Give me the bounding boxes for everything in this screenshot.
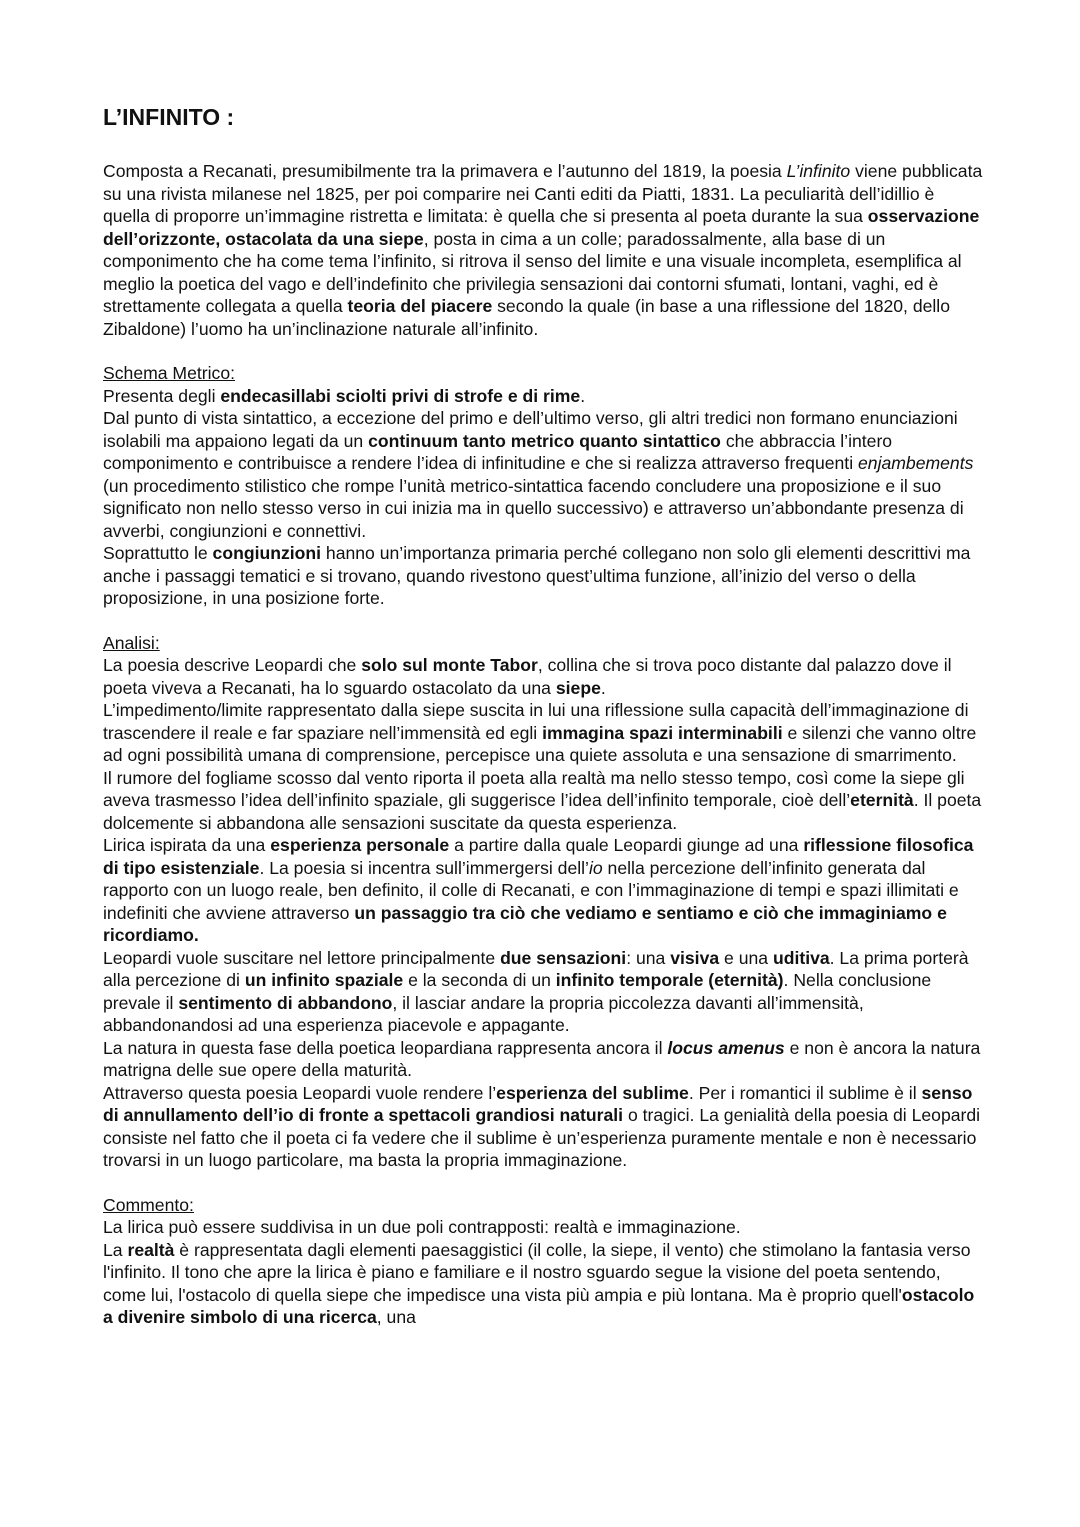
poem-title-italic: L’infinito: [786, 161, 851, 181]
section-commento: [103, 1194, 983, 1329]
commento-paragraph-2: [103, 1239, 983, 1329]
text-run: Composta a Recanati, presumibilmente tra la primavera e l’autunno del 1819, la poesia: [103, 161, 787, 181]
text-run: La natura in questa fase della poetica leopardiana rappresenta ancora il: [103, 1037, 668, 1058]
bold-run: teoria del piacere: [347, 296, 493, 316]
text-run: Dal punto di vista sintattico, a eccezione del primo e dell’ultimo verso, gli altri tredici non formano enunciazioni isolabili ma appaiono legati da un: [103, 408, 958, 451]
text-run: , collina che si trova poco distante dal palazzo dove il poeta viveva a Recanati, ha lo sguardo ostacolato da una: [103, 655, 952, 698]
section-heading-schema-metrico: Schema Metrico:: [103, 363, 235, 383]
bold-italic-run: locus amenus: [667, 1037, 785, 1058]
text-run: . La poesia si incentra sull’immergersi dell’: [259, 857, 589, 878]
section-schema-metrico: [103, 362, 983, 610]
text-run: Leopardi vuole suscitare nel lettore principalmente: [103, 947, 501, 968]
commento-paragraph-1: La lirica può essere suddivisa in un due poli contrapposti: realtà e immaginazione.: [103, 1217, 741, 1237]
schema-paragraph-1: [103, 385, 983, 408]
bold-run: siepe: [555, 677, 601, 698]
bold-run: congiunzioni: [212, 543, 322, 563]
text-run: viene pubblicata su una rivista milanese nel 1825, per poi comparire nei Canti editi da Piatti, 1831. La peculiarità dell’idillio è quella di proporre un’immagine ristretta e limitata: è quella che si presenta al poeta durante la sua: [103, 161, 983, 226]
text-run: L’impedimento/limite rappresentato dalla siepe suscita in lui una riflessione sulla capacità dell’immaginazione di trascendere il reale e far spaziare nell’immensità ed egli: [103, 700, 969, 743]
text-run: , una: [376, 1307, 416, 1327]
text-run: hanno un’importanza primaria perché collegano non solo gli elementi descrittivi ma anche i passaggi tematici e si trovano, quando rivestono quest’ultima funzione, all’inizio del verso o della proposizione, in una posizione forte.: [103, 543, 971, 608]
analisi-paragraph-4: [103, 834, 983, 947]
bold-run: senso di annullamento dell’io di fronte a spettacoli grandiosi naturali: [103, 1082, 973, 1125]
section-analisi: [103, 632, 983, 1172]
text-run: (un procedimento stilistico che rompe l’unità metrico-sintattica facendo concludere una proposizione e il suo significato non nello stesso verso in cui inizia ma in quello successivo) e attraverso un’abbondante presenza di avverbi, congiunzioni e connettivi.: [103, 475, 964, 541]
page-title: L’INFINITO :: [103, 104, 235, 130]
analisi-paragraph-7: [103, 1082, 983, 1172]
text-run: e non è ancora la natura matrigna delle sue opere della maturità.: [103, 1037, 981, 1080]
bold-run: due sensazioni: [500, 947, 627, 968]
text-run: , posta in cima a un colle; paradossalmente, alla base di un componimento che ha come tema l’infinito, si ritrova il senso del limite e una visuale incompleta, esemplifica al meglio la poetica del vago e dell’indefinito che privilegia sensazioni dai contorni sfumati, lontani, vaghi, ed è strettamente collegata a quella: [103, 228, 962, 316]
bold-run: riflessione filosofica di tipo esistenziale: [103, 835, 974, 878]
text-run: Attraverso questa poesia Leopardi vuole rendere l’: [103, 1082, 497, 1103]
text-run: è rappresentata dagli elementi paesaggistici (il colle, la siepe, il vento) che stimolano la fantasia verso l'infinito. Il tono che apre la lirica è piano e familiare e il nostro sguardo segue la visione del poeta sentendo, come lui, l'ostacolo di quella siepe che impedisce una vista più ampia e più lontana. Ma è proprio quell': [103, 1239, 971, 1305]
bold-run: un passaggio tra ciò che vediamo e sentiamo e ciò che immaginiamo e ricordiamo.: [103, 902, 947, 945]
bold-run: realtà: [127, 1239, 175, 1260]
text-run: . Nella conclusione prevale il: [103, 970, 932, 1013]
text-run: che abbraccia l’intero componimento e contribuisce a rendere l’idea di infinitudine e che si realizza attraverso frequenti: [103, 430, 893, 473]
text-run: . La prima porterà alla percezione di: [103, 947, 969, 990]
text-run: e una: [719, 947, 773, 968]
analisi-paragraph-3: [103, 767, 983, 835]
bold-run: eternità: [850, 790, 914, 810]
bold-run: endecasillabi sciolti privi di strofe e di rime: [220, 385, 581, 406]
bold-run: continuum tanto metrico quanto sintattico: [368, 430, 721, 451]
text-run: o tragici. La genialità della poesia di Leopardi consiste nel fatto che il poeta ci fa vedere che il sublime è un’esperienza puramente mentale e non è necessario trovarsi in un luogo particolare, ma basta la propria immaginazione.: [103, 1105, 981, 1170]
bold-run: infinito temporale (eternità): [555, 970, 784, 990]
analisi-paragraph-6: [103, 1037, 983, 1082]
text-run: nella percezione dell’infinito generata dal rapporto con un luogo reale, ben definito, il colle di Recanati, e con l’immaginazione di tempi e spazi illimitati e indefiniti che avviene attraverso: [103, 857, 959, 923]
text-run: . Per i romantici il sublime è il: [688, 1082, 922, 1103]
text-run: Presenta degli: [103, 385, 221, 406]
analisi-paragraph-1: [103, 654, 983, 699]
bold-run: visiva: [670, 947, 720, 968]
document-page: [103, 100, 983, 1329]
section-heading-analisi: Analisi:: [103, 632, 160, 653]
text-run: .: [580, 385, 586, 406]
text-run: a partire dalla quale Leopardi giunge ad una: [449, 835, 804, 855]
bold-run: ostacolo a divenire simbolo di una ricerca: [103, 1284, 975, 1327]
text-run: Il rumore del fogliame scosso dal vento riporta il poeta alla realtà ma nello stesso tempo, così come la siepe gli aveva trasmesso l’idea dell’infinito spaziale, gli suggerisce l’idea dell’infinito temporale, cioè dell’: [103, 767, 965, 810]
bold-run: un infinito spaziale: [244, 970, 404, 990]
text-run: La poesia descrive Leopardi che: [103, 655, 362, 675]
schema-paragraph-3: [103, 542, 983, 610]
text-run: , il lasciar andare la propria piccolezza davanti all’immensità, abbandonandosi ad una esperienza piacevole e appagante.: [103, 992, 864, 1035]
bold-run: esperienza personale: [270, 835, 450, 855]
italic-run: enjambements: [858, 453, 974, 473]
text-run: . Il poeta dolcemente si abbandona alle sensazioni suscitate da questa esperienza.: [103, 790, 982, 833]
schema-paragraph-2: [103, 407, 983, 542]
text-run: : una: [626, 947, 671, 968]
text-run: .: [600, 677, 606, 698]
section-heading-commento: Commento:: [103, 1194, 194, 1215]
text-run: secondo la quale (in base a una riflessione del 1820, dello Zibaldone) l’uomo ha un’inclinazione naturale all’infinito.: [103, 296, 951, 339]
bold-run: uditiva: [772, 947, 830, 968]
intro-paragraph: [103, 160, 983, 340]
bold-run: solo sul monte Tabor: [361, 655, 538, 675]
analisi-paragraph-2: [103, 699, 983, 767]
bold-run: immagina spazi interminabili: [542, 722, 783, 743]
italic-run: io: [588, 857, 603, 878]
text-run: e la seconda di un: [403, 970, 556, 990]
analisi-paragraph-5: [103, 947, 983, 1037]
text-run: Soprattutto le: [103, 543, 213, 563]
bold-run: esperienza del sublime: [496, 1082, 689, 1103]
bold-run: sentimento di abbandono: [178, 992, 393, 1013]
text-run: e silenzi che vanno oltre ad ogni possibilità umana di comprensione, percepisce una quiete assoluta e una sensazione di smarrimento.: [103, 722, 977, 765]
text-run: Lirica ispirata da una: [103, 835, 271, 855]
bold-run: osservazione dell’orizzonte, ostacolata da una siepe: [103, 206, 980, 249]
text-run: La: [103, 1239, 128, 1260]
